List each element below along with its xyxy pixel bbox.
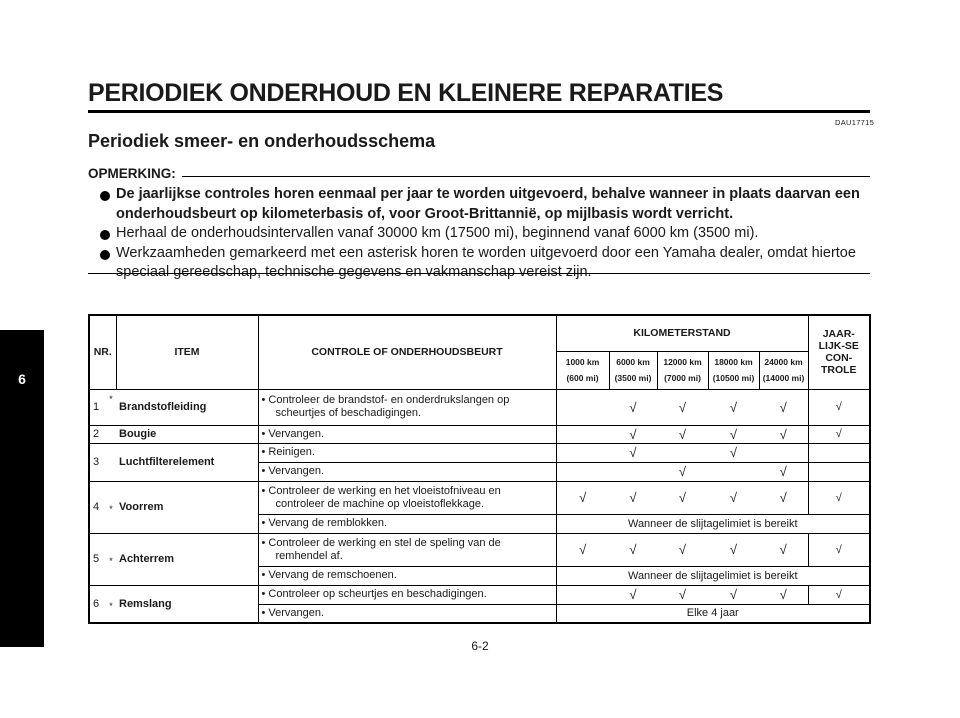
header-rule [88,110,870,113]
note-end-rule [88,273,870,274]
section-subtitle: Periodiek smeer- en onderhoudsschema [88,131,436,151]
note-item: De jaarlijkse controles horen eenmaal per jaar te worden uitgevoerd, behalve wanneer in plaats daarvan een onderhoudsbeurt op kilometerbasis of, voor Groot-Brittannië, op mijlbasis wordt verricht. [100,185,870,224]
table-row: • Vervang de remschoenen. Wanneer de slijtagelimiet is bereikt [89,566,870,585]
table-row: 1 * Brandstofleiding • Controleer de brandstof- en onderdrukslangen op scheurtjes of beschadigingen. √ √ √ √ √ [89,389,870,425]
header-control: CONTROLE OF ONDERHOUDSBEURT [258,315,556,389]
table-row: 2 Bougie • Vervangen. √ √ √ √ √ [89,425,870,443]
table-row: 4 * Voorrem • Controleer de werking en het vloeistofniveau en controleer de machine op vloeistoflekkage. √ √ √ √ √ √ [89,481,870,514]
note-item: Herhaal de onderhoudsintervallen vanaf 30000 km (17500 mi), beginnend vanaf 6000 km (3500 mi). [100,224,870,244]
km-col-18000: 18000 km (10500 mi) [708,351,759,389]
note-item: Werkzaamheden gemarkeerd met een asterisk horen te worden uitgevoerd door een Yamaha dealer, omdat hiertoe speciaal gereedschap, technische gegevens en vakmanschap vereist zijn. [100,244,870,283]
document-code: DAU17715 [835,118,875,127]
table-row: 6 * Remslang • Controleer op scheurtjes en beschadigingen. √ √ √ √ √ [89,585,870,604]
header-nr: NR. [89,315,116,389]
header-kilometerstand: KILOMETERSTAND [556,315,808,351]
km-col-12000: 12000 km (7000 mi) [657,351,708,389]
table-row: 5 * Achterrem • Controleer de werking en stel de speling van de remhendel af. √ √ √ √ √ √ [89,533,870,566]
km-col-24000: 24000 km (14000 mi) [759,351,808,389]
page-number: 6-2 [471,639,489,653]
bullet-icon [100,191,110,201]
table-row: 3 Luchtfilterelement • Reinigen. √ √ [89,443,870,462]
bullet-icon [100,250,110,260]
bullet-icon [100,230,110,240]
page-title: PERIODIEK ONDERHOUD EN KLEINERE REPARATIES [88,79,724,107]
maintenance-table [88,314,871,624]
header-yearly: JAAR-LIJK-SE CON-TROLE [808,315,870,389]
chapter-tab: 6 [0,330,44,647]
note-heading [88,166,870,181]
note-list [100,185,870,283]
table-row: • Vervangen. √ √ [89,462,870,481]
km-col-6000: 6000 km (3500 mi) [609,351,657,389]
header-item: ITEM [116,315,258,389]
km-col-1000: 1000 km (600 mi) [556,351,609,389]
page-header [88,79,870,113]
note-heading-rule [182,176,870,177]
table-row: • Vervangen. Elke 4 jaar [89,604,870,623]
note-heading-label: OPMERKING: [88,166,176,181]
table-row: • Vervang de remblokken. Wanneer de slijtagelimiet is bereikt [89,514,870,533]
table-header-row [89,315,870,351]
